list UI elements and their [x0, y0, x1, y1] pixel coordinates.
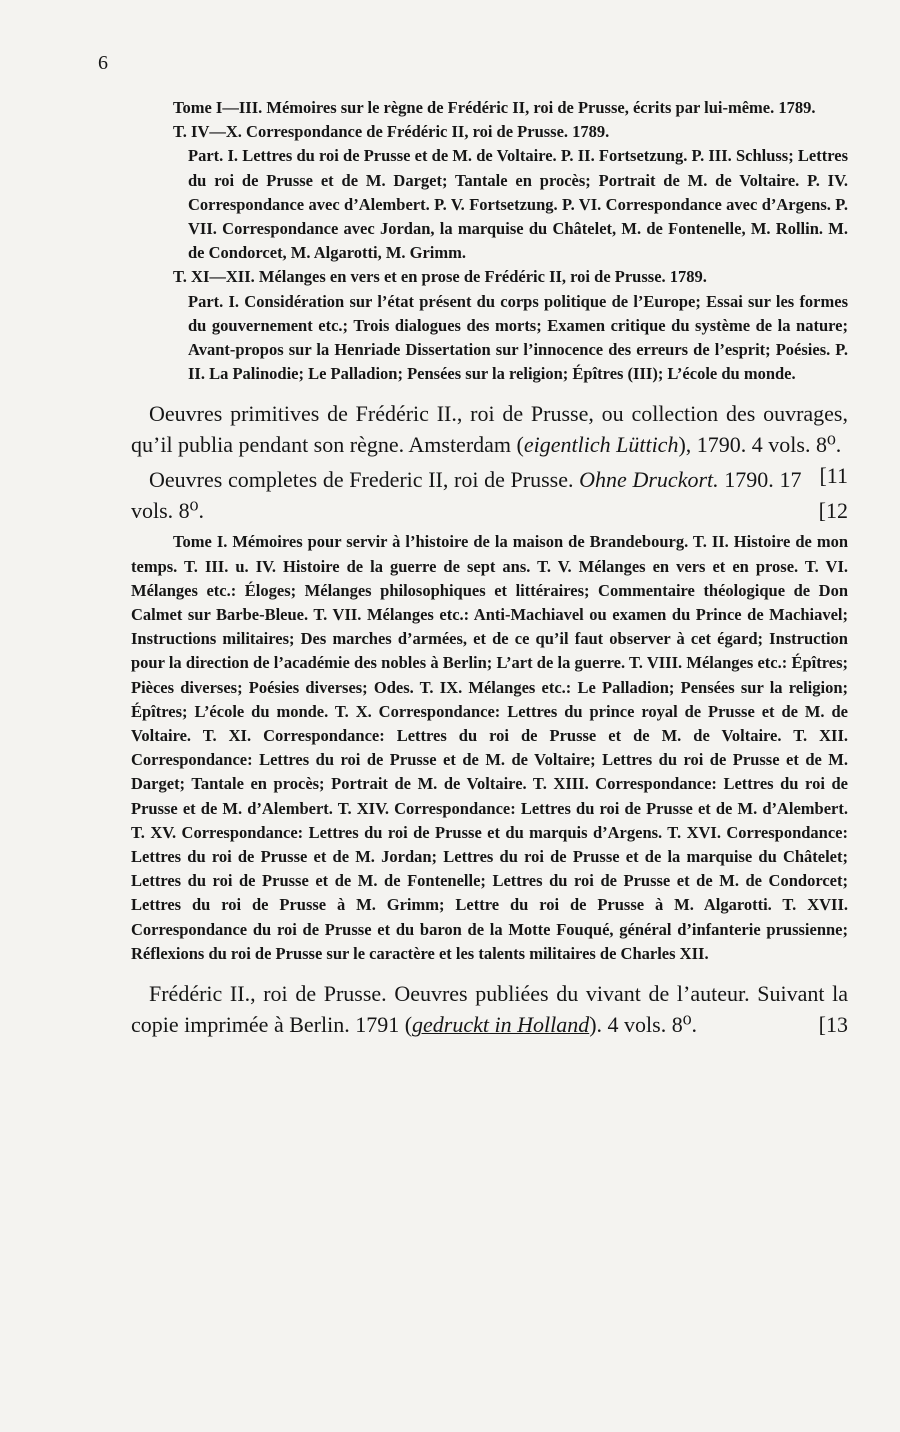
entry-13-place-note: gedruckt in Holland	[412, 1012, 590, 1038]
entry-12-number: [12	[818, 498, 848, 524]
entry-11-place-note: eigentlich Lüttich	[523, 432, 679, 458]
entry-13-text	[131, 978, 848, 1040]
entry-13	[131, 978, 848, 1040]
page-body	[131, 96, 848, 1044]
tome-4-10: T. IV—X. Correspondance de Frédéric II, roi de Prusse. 1789.	[173, 122, 610, 142]
tome-1-3: Tome I—III. Mémoires sur le règne de Frédéric II, roi de Prusse, écrits par lui-même. 1789.	[173, 98, 816, 117]
entry-12-title: Oeuvres completes de Frederic II, roi de Prusse.	[149, 467, 580, 493]
entry-11-imprint: ), 1790. 4 vols. 8⁰.	[678, 432, 842, 458]
entry-12-volumes: Tome I. Mémoires pour servir à l’histoire de la maison de Brandebourg. T. II. Histoire de mon temps. T. III. u. IV. Histoire de la guerre de sept ans. T. V. Mélanges en vers et en prose. T. VI. Mélanges etc.: Éloges; Mélanges philosophiques et littéraires; Commentaire théologique de Don Calmet sur Barbe-Bleue. T. VII. Mélanges etc.: Anti-Machiavel ou examen du Prince de Machiavel; Instructions militaires; Des marches d’armées, et de ce qu’il faut observer à cet égard; Instruction pour la direction de l’académie des nobles à Berlin; L’art de la guerre. T. VIII. Mélanges etc.: Épîtres; Pièces diverses; Poésies diverses; Odes. T. IX. Mélanges etc.: Le Palladion; Pensées sur la religion; Épîtres; L’école du monde. T. X. Correspondance: Lettres du prince royal de Prusse et de M. de Voltaire. T. XI. Correspondance: Lettres du roi de Prusse et de M. de Voltaire. T. XII. Correspondance: Lettres du roi de Prusse et de M. de Voltaire; Lettres du roi de Prusse et de M. Darget; Tantale en procès; Portrait de M. de Voltaire. T. XIII. Correspondance: Lettres du roi de Prusse et de M. d’Alembert. T. XIV. Correspondance: Lettres du roi de Prusse et de M. d’Alembert. T. XV. Correspondance: Lettres du roi de Prusse et du marquis d’Argens. T. XVI. Correspondance: Lettres du roi de Prusse et de M. Jordan; Lettres du roi de Prusse et de la marquise du Châtelet; Lettres du roi de Prusse et de M. de Fontenelle; Lettres du roi de Prusse et de M. de Condorcet; Lettres du roi de Prusse à M. Grimm; Lettre du roi de Prusse à M. Algarotti. T. XVII. Correspondance du roi de Prusse et du baron de la Motte Fouqué, général d’infanterie prussienne; Réflexions du roi de Prusse sur le caractère et les talents militaires de Charles XII.	[131, 532, 848, 963]
tome-11-12: T. XI—XII. Mélanges en vers et en prose de Frédéric II, roi de Prusse. 1789.	[173, 267, 707, 287]
entry-12	[131, 464, 848, 526]
entry-13-title: Frédéric II., roi de Prusse. Oeuvres publiées du vivant de l’auteur. Suivant la copie imprimée à Berlin. 1791 (	[131, 981, 848, 1038]
entry-12-contents	[131, 530, 848, 966]
entry-12-text	[131, 464, 848, 526]
entry-11-number: [11	[819, 463, 848, 489]
entry-11-title: Oeuvres primitives de Frédéric II., roi de Prusse, ou collection des ouvrages, qu’il publia pendant son règne. Amsterdam (	[131, 401, 848, 458]
page-number: 6	[98, 52, 108, 74]
entry-13-number: [13	[818, 1012, 848, 1038]
tome-4-10-parts: Part. I. Lettres du roi de Prusse et de M. de Voltaire. P. II. Fortsetzung. P. III. Schluss; Lettres du roi de Prusse et de M. Darget; Tantale en procès; Portrait de M. de Voltaire. P. IV. Correspondance avec d’Alembert. P. V. Fortsetzung. P. VI. Correspondance avec d’Argens. P. VII. Correspondance avec Jordan, la marquise du Châtelet, M. de Fontenelle, M. Rollin. M. de Condorcet, M. Algarotti, M. Grimm.	[188, 146, 848, 263]
entry-13-imprint: ). 4 vols. 8⁰.	[589, 1012, 698, 1038]
tome-11-12-parts: Part. I. Considération sur l’état présent du corps politique de l’Europe; Essai sur les formes du gouvernement etc.; Trois dialogues des morts; Examen critique du système de la nature; Avant-propos sur la Henriade Dissertation sur l’innocence des erreurs de l’esprit; Poésies. P. II. La Palinodie; Le Palladion; Pensées sur la religion; Épîtres (III); L’école du monde.	[188, 291, 848, 384]
entry-10-contents	[131, 96, 848, 386]
entry-12-place-note: Ohne Druckort.	[579, 467, 719, 493]
entry-12-imprint: 1790. 17 vols. 8⁰.	[131, 467, 802, 524]
